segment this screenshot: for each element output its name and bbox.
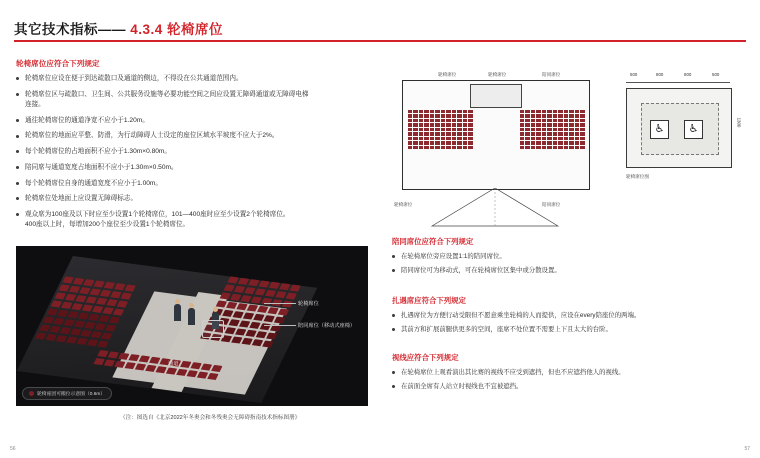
section-title: 视线应符合下列规定 [392,353,459,362]
plan-label-wheelchair-c: 轮椅席位 [394,202,413,207]
detail-inner-box [641,103,719,155]
plan-label-companion: 陪同席位 [542,72,561,77]
callout-wheelchair-seat: 轮椅席位 [298,300,319,307]
wheelchair-position [202,320,224,338]
list-item: 每个轮椅席位自身的通道宽度不应小于1.00m。 [16,179,374,189]
figure-standing [188,308,195,325]
dimension-500-a: 500 [630,72,638,77]
left-section-title: 轮椅席位应符合下列规定 [16,59,100,68]
list-item: 观众席为100座及以下时应至少设置1个轮椅席位，101—400座时应至少设置2个轮椅席位。 400座以上时，每增加200个座位至少设置1个轮椅席位。 [16,210,374,230]
list-item: 陪同席与通道宽度占地面积不应小于1.30m×0.50m。 [16,163,374,173]
section-bullet-list [392,311,744,335]
dimension-800-a: 800 [656,72,664,77]
wheelchair-icon: ♿ [650,120,669,139]
list-item: 轮椅席位处地面上应设置无障碍标志。 [16,194,374,204]
section-title: 陪同席位应符合下列规定 [392,237,474,246]
plan-label-wheelchair-b: 轮椅席位 [488,72,507,77]
seating-plan-drawing [392,62,602,227]
header-title: 4.3.4 轮椅席位 [130,22,224,37]
plan-label-companion-2: 陪同席位 [542,202,561,207]
page-header [14,18,746,38]
figure-source-note: （注：图选自《北京2022年冬奥会和冬残奥会无障碍指南技术指标图册》 [120,415,301,421]
callout-companion-seat: 陪同席位（移动式座椅） [298,322,355,329]
section-bullet-list [392,252,744,276]
plan-seat-block-left [408,110,473,149]
section-bullet-list [392,368,744,392]
figure-standing [174,304,181,321]
dimension-800-b: 800 [684,72,692,77]
callout-aisle: 通道 [168,361,179,367]
list-item: 轮椅席位应设在便于到达疏散口及通道的侧边，不得设在公共通道范围内。 [16,74,374,84]
left-column [16,58,374,236]
detail-outer-box [626,88,732,168]
list-item: 其前方和扩展前腿供更多的空间，座席不处位置不需要上下且太大的台阶。 [392,325,744,335]
legend-color-dot [29,391,34,396]
page-title [14,18,746,38]
section-companion-seats [392,236,744,280]
list-item: 轮椅席位区与疏散口、卫生间、公共服务设施等必要功能空间之间应设置无障碍通道或无障碍电梯 连接。 [16,90,374,110]
legend-label: 轮椅座团可搬位示意图（0.6m） [37,392,106,397]
list-item: 在轮椅席位旁应设置1:1的陪同席位。 [392,252,744,262]
dimension-line-top [626,82,730,83]
detail-caption: 轮椅席位图 [626,174,649,179]
dimension-500-b: 500 [712,72,720,77]
page-number-right: 57 [744,446,750,452]
list-item: 扎遇席位为方便行动受限但不愿意乘坐轮椅的人而提供，应设在every陪座位的两端。 [392,311,744,321]
header-divider [14,40,746,42]
section-sightlines [392,352,744,396]
plan-seat-block-right [520,110,585,149]
list-item: 在前面全席有人站立时视线也不宜被遮挡。 [392,382,744,392]
page-number-left: 56 [10,446,16,452]
list-item: 轮椅席位的地面应平整、防滑，为行动障碍人士设定的座位区域水平坡度不应大于2%。 [16,131,374,141]
section-title: 扎遇席应符合下列规定 [392,296,466,305]
stage-area [470,84,522,108]
dimension-1300: 1300 [736,117,742,128]
legend-badge [22,387,112,400]
header-prefix: 其它技术指标—— [14,22,126,37]
wheelchair-space-detail [618,62,746,194]
auditorium-3d-illustration [16,246,368,406]
list-item: 在轮椅席位上观看演出其比赛的视线不应受到遮挡，但也不应遮挡他人的视线。 [392,368,744,378]
list-item: 每个轮椅席位的占地面积不应小于1.30m×0.80m。 [16,147,374,157]
plan-label-wheelchair-a: 轮椅席位 [438,72,457,77]
left-bullet-list [16,74,374,230]
wheelchair-icon: ♿ [684,120,703,139]
section-transfer-seats [392,295,744,339]
list-item: 通往轮椅席位的通道净宽不应小于1.20m。 [16,116,374,126]
sightline-cone [428,188,562,228]
list-item: 陪同席位可为移动式，可在轮椅席位区集中或分散设置。 [392,266,744,276]
